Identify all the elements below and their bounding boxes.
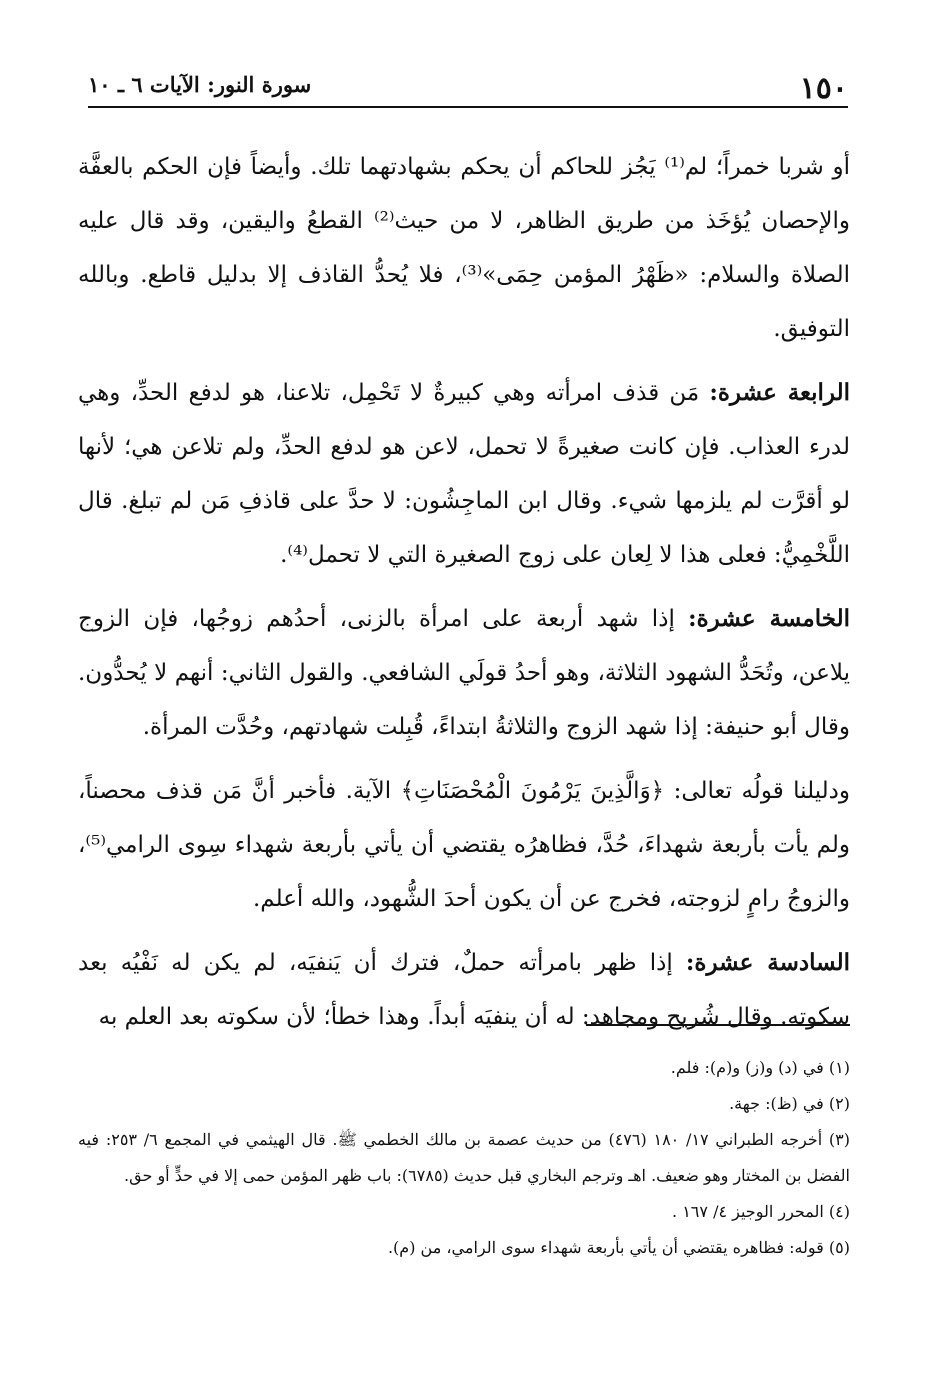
paragraph-lead: السادسة عشرة: [685,949,851,976]
paragraph-lead: الخامسة عشرة: [688,605,851,632]
running-title: سورة النور: الآيات ٦ ـ ١٠ [88,72,312,97]
footnote: (١) في (د) و(ز) و(م): فلم. [670,1058,850,1077]
footnote: (٢) في (ظ): جهة. [729,1094,850,1113]
paragraph [78,366,850,582]
paragraph [78,764,850,926]
paragraph-text: ودليلنا قولُه تعالى: ﴿وَالَّذِينَ يَرْمُونَ الْمُحْصَنَاتِ﴾ الآية. فأخبر أنَّ مَن قذف محصناً، ولم يأت بأربعة شهداءَ، حُدَّ، فظاهرُه يقتضي أن يأتي بأربعة شهداء سِوى الرامي⁽⁵⁾، والزوجُ رامٍ لزوجته، فخرج عن أن يكون أحدَ الشُّهود، والله أعلم. [78,778,850,912]
footnote: (٥) قوله: فظاهره يقتضي أن يأتي بأربعة شهداء سوى الرامي، من (م). [387,1238,850,1257]
paragraph [78,936,850,1044]
page-number: ١٥٠ [799,71,848,106]
footnote-separator [586,1024,850,1026]
paragraph [78,140,850,356]
main-text [78,140,850,1054]
paragraph-text: إذا شهد أربعة على امرأة بالزنى، أحدُهم زوجُها، فإن الزوج يلاعن، وتُحَدُّ الشهود الثلاثة، وهو أحدُ قولَي الشافعي. والقول الثاني: أنهم لا يُحدُّون. وقال أبو حنيفة: إذا شهد الزوج والثلاثةُ ابتداءً، قُبِلت شهادتهم، وحُدَّت المرأة. [78,606,850,740]
footnotes [78,1050,850,1266]
footnote: (٣) أخرجه الطبراني ١٧/ ١٨٠ (٤٧٦) من حديث عصمة بن مالك الخطمي ﷺ. قال الهيثمي في المجمع ٦/ ٢٥٣: فيه الفضل بن المختار وهو ضعيف. اهـ وترجم البخاري قبل حديث (٦٧٨٥): باب ظهر المؤمن حمى إلا في حدٍّ أو حق. [78,1130,850,1185]
paragraph [78,592,850,754]
footnote: (٤) المحرر الوجيز ٤/ ١٦٧ . [672,1202,850,1221]
paragraph-text: إذا ظهر بامرأته حملٌ، فترك أن يَنفيَه، لم يكن له نَفْيُه بعد سكوته. وقال شُريح ومجاهد: له أن ينفيَه أبداً. وهذا خطأ؛ لأن سكوته بعد العلم به [78,950,850,1030]
page-header [88,62,848,108]
paragraph-text: مَن قذف امرأته وهي كبيرةٌ لا تَحْمِل، تلاعنا، هو لدفع الحدِّ، وهي لدرء العذاب. فإن كانت صغيرةً لا تحمل، لاعن هو لدفع الحدِّ، ولم تلاعن هي؛ لأنها لو أقرَّت لم يلزمها شيء. وقال ابن الماجِشُون: لا حدَّ على قاذفِ مَن لم تبلغ. قال اللَّخْمِيُّ: فعلى هذا لا لِعان على زوج الصغيرة التي لا تحمل⁽⁴⁾. [78,380,850,568]
paragraph-lead: الرابعة عشرة: [709,379,850,406]
paragraph-text: أو شربا خمراً؛ لم⁽¹⁾ يَجُز للحاكم أن يحكم بشهادتهما تلك. وأيضاً فإن الحكم بالعفَّة والإحصان يُؤخَذ من طريق الظاهر، لا من حيث⁽²⁾ القطعُ واليقين، وقد قال عليه الصلاة والسلام: «ظَهْرُ المؤمن حِمَى»⁽³⁾، فلا يُحدُّ القاذف إلا بدليل قاطع. وبالله التوفيق. [78,154,851,342]
